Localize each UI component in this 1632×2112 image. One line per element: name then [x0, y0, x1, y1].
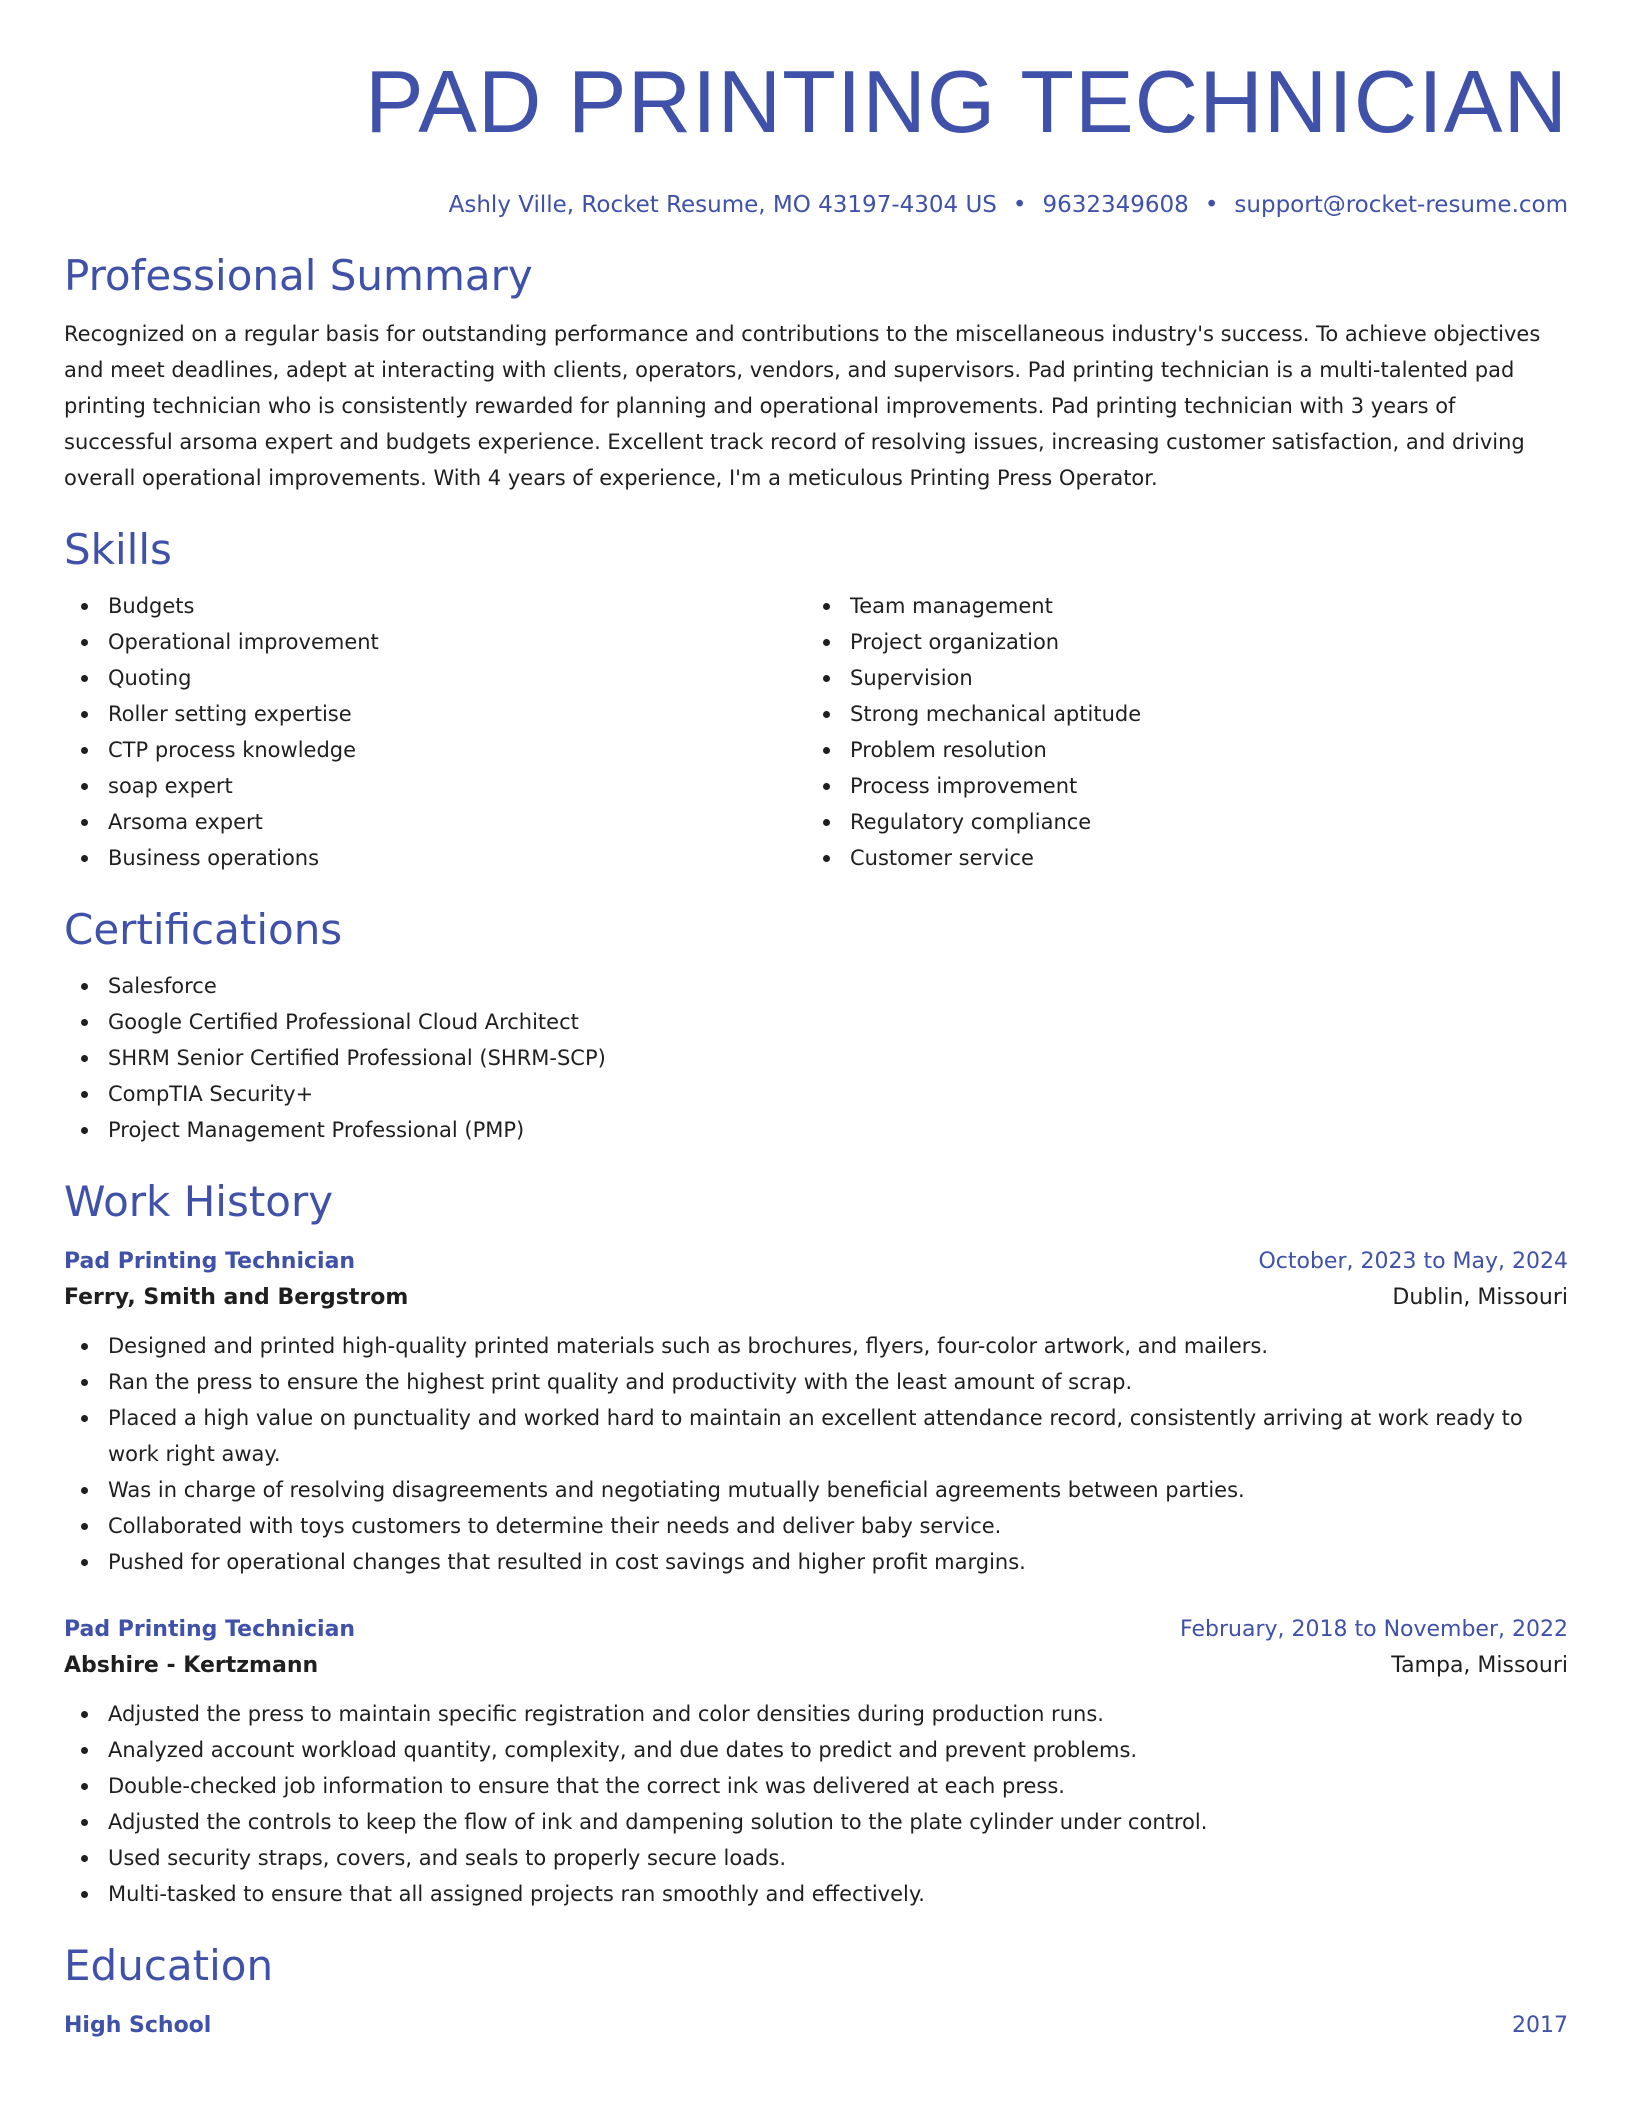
skill-item: Business operations [64, 840, 806, 876]
skill-item: Project organization [806, 624, 1548, 660]
education-section [64, 1940, 1568, 2042]
certifications-list [64, 968, 1568, 1148]
job-duty-item: Analyzed account workload quantity, complexity, and due dates to predict and prevent problems. [64, 1732, 1568, 1768]
skill-item: CTP process knowledge [64, 732, 806, 768]
job-duty-item: Collaborated with toys customers to determine their needs and deliver baby service. [64, 1508, 1568, 1544]
job-company-row [64, 1646, 1568, 1686]
skill-item: Process improvement [806, 768, 1548, 804]
skill-item: Roller setting expertise [64, 696, 806, 732]
job-duty-item: Placed a high value on punctuality and worked hard to maintain an excellent attendance record, consistently arriving at work ready to work right away. [64, 1400, 1568, 1472]
section-title-skills: Skills [64, 525, 172, 574]
job-duty-item: Multi-tasked to ensure that all assigned projects ran smoothly and effectively. [64, 1876, 1568, 1912]
skill-item: Team management [806, 588, 1548, 624]
certification-item: Salesforce [64, 968, 1568, 1004]
job-duty-item: Double-checked job information to ensure that the correct ink was delivered at each press. [64, 1768, 1568, 1804]
skills-list-right [806, 588, 1548, 876]
skill-item: Strong mechanical aptitude [806, 696, 1548, 732]
section-title-summary: Professional Summary [64, 251, 533, 300]
contact-address: Ashly Ville, Rocket Resume, MO 43197-4304 US [448, 192, 997, 218]
job-location: Tampa, Missouri [1391, 1653, 1568, 1678]
job-duty-item: Was in charge of resolving disagreements and negotiating mutually beneficial agreements between parties. [64, 1472, 1568, 1508]
contact-separator: • [1012, 192, 1027, 218]
section-title-certifications: Certifications [64, 905, 343, 954]
job-company: Abshire - Kertzmann [64, 1653, 319, 1678]
job-title-row [64, 1614, 1568, 1646]
skill-item: Customer service [806, 840, 1548, 876]
job-duty-item: Ran the press to ensure the highest print quality and productivity with the least amount of scrap. [64, 1364, 1568, 1400]
job-company-row [64, 1278, 1568, 1318]
job-location: Dublin, Missouri [1392, 1285, 1568, 1310]
skill-item: Problem resolution [806, 732, 1548, 768]
certification-item: Google Certified Professional Cloud Architect [64, 1004, 1568, 1040]
summary-text: Recognized on a regular basis for outstanding performance and contributions to the miscellaneous industry's success. To achieve objectives and meet deadlines, adept at interacting with clients, operators, vendors, and supervisors. Pad printing technician is a multi-talented pad printing technician who is consistently rewarded for planning and operational improvements. Pad printing technician with 3 years of successful arsoma expert and budgets experience. Excellent track record of resolving issues, increasing customer satisfaction, and driving overall operational improvements. With 4 years of experience, I'm a meticulous Printing Press Operator. [64, 322, 1541, 490]
skill-item: Arsoma expert [64, 804, 806, 840]
skills-section [64, 524, 1568, 876]
education-entry [64, 2010, 1568, 2042]
job-duties-list [64, 1328, 1568, 1580]
resume-header [64, 0, 1568, 220]
job-title: Pad Printing Technician [64, 1249, 356, 1274]
skill-item: Supervision [806, 660, 1548, 696]
job-company: Ferry, Smith and Bergstrom [64, 1285, 409, 1310]
skill-item: Quoting [64, 660, 806, 696]
certification-item: SHRM Senior Certified Professional (SHRM-SCP) [64, 1040, 1568, 1076]
education-year: 2017 [1512, 2013, 1568, 2038]
job-dates: February, 2018 to November, 2022 [1180, 1617, 1568, 1642]
job-title: Pad Printing Technician [64, 1617, 356, 1642]
certifications-section [64, 904, 1568, 1148]
section-title-education: Education [64, 1941, 274, 1990]
skill-item: soap expert [64, 768, 806, 804]
professional-summary-section [64, 250, 1568, 496]
job-duty-item: Used security straps, covers, and seals to properly secure loads. [64, 1840, 1568, 1876]
contact-phone: 9632349608 [1042, 192, 1189, 218]
job-duty-item: Adjusted the press to maintain specific registration and color densities during production runs. [64, 1696, 1568, 1732]
job-entry [64, 1614, 1568, 1912]
section-title-work-history: Work History [64, 1177, 334, 1226]
job-duty-item: Designed and printed high-quality printed materials such as brochures, flyers, four-color artwork, and mailers. [64, 1328, 1568, 1364]
skill-item: Operational improvement [64, 624, 806, 660]
skill-item: Budgets [64, 588, 806, 624]
contact-line [64, 190, 1568, 220]
education-degree: High School [64, 2013, 212, 2038]
contact-separator: • [1204, 192, 1219, 218]
job-duty-item: Adjusted the controls to keep the flow of ink and dampening solution to the plate cylinder under control. [64, 1804, 1568, 1840]
job-duties-list [64, 1696, 1568, 1912]
certification-item: Project Management Professional (PMP) [64, 1112, 1568, 1148]
work-history-section [64, 1176, 1568, 1912]
skills-columns [64, 588, 1568, 876]
job-entry [64, 1246, 1568, 1580]
skill-item: Regulatory compliance [806, 804, 1548, 840]
job-duty-item: Pushed for operational changes that resulted in cost savings and higher profit margins. [64, 1544, 1568, 1580]
resume-title: PAD PRINTING TECHNICIAN [365, 52, 1568, 151]
skills-list-left [64, 588, 806, 876]
certification-item: CompTIA Security+ [64, 1076, 1568, 1112]
job-title-row [64, 1246, 1568, 1278]
contact-email[interactable]: support@rocket-resume.com [1234, 192, 1568, 218]
job-dates: October, 2023 to May, 2024 [1258, 1249, 1568, 1274]
